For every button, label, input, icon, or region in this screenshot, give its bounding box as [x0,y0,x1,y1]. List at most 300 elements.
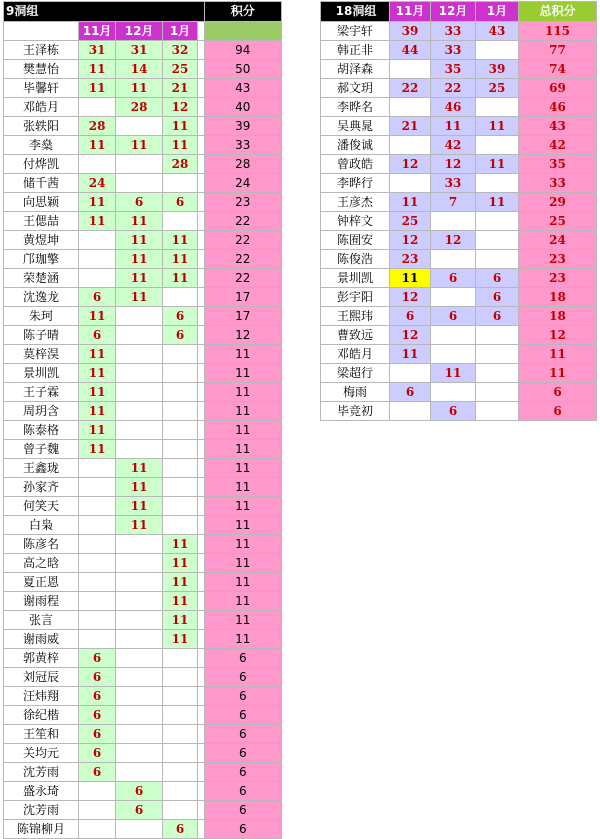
player-name: 邓皓月 [4,98,79,117]
month-score-dec [431,288,476,307]
player-name: 李燊 [4,136,79,155]
total-points: 6 [204,782,281,801]
month-score-nov [79,269,116,288]
total-points: 23 [519,250,597,269]
month-score-dec: 33 [431,41,476,60]
month-score-jan: 43 [476,22,519,41]
player-name: 谢雨威 [4,630,79,649]
month-score-jan [163,687,198,706]
month-score-nov [79,801,116,820]
total-points: 11 [204,497,281,516]
column-spacer [197,155,204,174]
month-score-jan: 11 [163,136,198,155]
player-name: 王子霖 [4,383,79,402]
month-score-dec: 31 [116,41,163,60]
column-spacer [197,725,204,744]
column-spacer [197,573,204,592]
player-name: 毕竞初 [321,402,390,421]
month-score-nov: 6 [79,687,116,706]
month-score-dec: 11 [116,497,163,516]
month-score-dec: 33 [431,174,476,193]
player-name: 陈子晴 [4,326,79,345]
player-name: 何笑天 [4,497,79,516]
table-row [4,440,282,459]
month-score-jan [163,402,198,421]
month-score-jan: 11 [476,117,519,136]
total-points: 11 [204,554,281,573]
column-spacer [197,706,204,725]
column-spacer [197,136,204,155]
month-score-jan [163,212,198,231]
player-name: 沈芳雨 [4,801,79,820]
month-score-nov [79,98,116,117]
player-name: 陈囿安 [321,231,390,250]
player-name: 周玥含 [4,402,79,421]
month-score-dec: 11 [116,288,163,307]
table-row [4,554,282,573]
total-points: 17 [204,307,281,326]
column-spacer [197,668,204,687]
month-score-dec: 6 [116,193,163,212]
month-header-nov: 11月 [390,2,431,22]
column-spacer [197,535,204,554]
month-score-dec: 33 [431,22,476,41]
column-spacer [197,744,204,763]
month-score-nov [79,592,116,611]
month-score-nov: 6 [79,668,116,687]
month-score-jan [163,782,198,801]
month-score-jan [163,440,198,459]
player-name: 关均元 [4,744,79,763]
month-score-jan [163,744,198,763]
table-row [4,269,282,288]
month-score-nov: 12 [390,231,431,250]
total-points: 11 [204,535,281,554]
header-spacer [197,22,204,41]
player-name: 荣楚涵 [4,269,79,288]
table-row [4,497,282,516]
player-name: 向思颖 [4,193,79,212]
total-points: 6 [204,820,281,839]
table-row [4,288,282,307]
points-header-fill [204,22,281,41]
month-score-dec [116,725,163,744]
month-score-jan [476,250,519,269]
month-score-dec [431,383,476,402]
player-name: 吴典晁 [321,117,390,136]
points-header: 积分 [204,2,281,22]
player-name: 白枭 [4,516,79,535]
total-points: 6 [519,383,597,402]
month-score-nov: 6 [79,706,116,725]
month-score-jan [476,212,519,231]
month-score-jan: 6 [163,820,198,839]
table-row [4,478,282,497]
column-spacer [197,611,204,630]
month-header-nov: 11月 [79,22,116,41]
month-score-jan [163,706,198,725]
table-row [321,155,597,174]
month-score-jan [476,41,519,60]
player-name: 沈芳雨 [4,763,79,782]
header-spacer [4,22,79,41]
nine-hole-table [3,1,282,839]
month-score-nov: 11 [390,345,431,364]
month-header-dec: 12月 [116,22,163,41]
month-score-nov: 11 [79,212,116,231]
player-name: 曾政皓 [321,155,390,174]
table-row [321,212,597,231]
table-row [4,117,282,136]
column-spacer [197,41,204,60]
month-score-nov [79,554,116,573]
total-points: 50 [204,60,281,79]
month-score-jan: 25 [163,60,198,79]
column-spacer [197,763,204,782]
month-score-jan: 21 [163,79,198,98]
total-points: 77 [519,41,597,60]
player-name: 付烨凯 [4,155,79,174]
table-row [4,801,282,820]
table-row [4,573,282,592]
eighteen-hole-group-title: 18洞组 [321,2,390,22]
month-score-nov: 12 [390,288,431,307]
month-score-jan: 11 [163,611,198,630]
table-row [4,345,282,364]
month-score-jan: 6 [163,307,198,326]
column-spacer [197,592,204,611]
table-row [4,535,282,554]
month-score-nov: 23 [390,250,431,269]
player-name: 彭宇阳 [321,288,390,307]
column-spacer [197,630,204,649]
total-points: 11 [204,383,281,402]
month-score-jan [163,668,198,687]
month-score-dec: 11 [116,79,163,98]
total-points: 11 [204,459,281,478]
month-score-nov: 25 [390,212,431,231]
month-score-jan: 11 [163,592,198,611]
month-score-nov [79,155,116,174]
month-score-nov [79,497,116,516]
table-row [4,630,282,649]
month-score-jan: 25 [476,79,519,98]
month-score-nov [390,136,431,155]
table-row [4,79,282,98]
table-row [321,22,597,41]
month-score-nov [79,630,116,649]
month-score-nov: 11 [79,307,116,326]
month-score-dec: 11 [116,136,163,155]
column-spacer [197,60,204,79]
player-name: 刘冠辰 [4,668,79,687]
month-score-jan [476,364,519,383]
month-score-dec [116,687,163,706]
month-score-dec [116,307,163,326]
total-points: 42 [519,136,597,155]
month-score-jan: 11 [163,231,198,250]
column-spacer [197,288,204,307]
month-score-dec [116,535,163,554]
month-score-dec: 11 [116,516,163,535]
month-score-dec [431,345,476,364]
column-spacer [197,440,204,459]
column-spacer [197,554,204,573]
month-score-dec [116,763,163,782]
column-spacer [197,212,204,231]
month-score-jan [163,516,198,535]
month-score-dec [116,174,163,193]
month-score-jan: 39 [476,60,519,79]
month-score-nov [79,516,116,535]
month-score-nov: 12 [390,326,431,345]
total-points: 6 [204,649,281,668]
month-score-jan: 6 [476,288,519,307]
month-score-nov: 6 [79,744,116,763]
total-points: 6 [204,668,281,687]
player-name: 毕馨轩 [4,79,79,98]
player-name: 张言 [4,611,79,630]
column-spacer [197,516,204,535]
month-score-dec [116,573,163,592]
total-points: 6 [204,763,281,782]
month-score-dec: 46 [431,98,476,117]
table-row [321,326,597,345]
month-score-jan: 11 [163,250,198,269]
player-name: 朱珂 [4,307,79,326]
total-points: 33 [519,174,597,193]
column-spacer [197,193,204,212]
total-points: 74 [519,60,597,79]
column-spacer [197,231,204,250]
month-score-dec: 11 [116,478,163,497]
month-score-jan: 32 [163,41,198,60]
table-row [4,98,282,117]
table-row [4,782,282,801]
month-score-jan [163,459,198,478]
player-name: 景圳凯 [4,364,79,383]
month-score-jan [476,402,519,421]
month-score-nov: 11 [79,136,116,155]
month-score-jan: 6 [476,307,519,326]
month-score-jan [476,174,519,193]
total-points: 12 [204,326,281,345]
month-score-dec [116,440,163,459]
month-score-nov: 11 [79,383,116,402]
month-score-nov [79,478,116,497]
column-spacer [197,79,204,98]
month-score-nov [79,535,116,554]
column-spacer [197,250,204,269]
month-score-dec [431,250,476,269]
month-score-nov: 22 [390,79,431,98]
column-spacer [197,820,204,839]
column-spacer [197,345,204,364]
month-score-jan [476,326,519,345]
total-points: 11 [204,516,281,535]
table-row [4,136,282,155]
table-row [4,250,282,269]
total-points: 6 [204,706,281,725]
month-score-dec: 22 [431,79,476,98]
table-row [4,516,282,535]
player-name: 储千茜 [4,174,79,193]
total-points: 22 [204,231,281,250]
month-score-dec [116,630,163,649]
table-row [4,60,282,79]
player-name: 张轶阳 [4,117,79,136]
month-score-jan: 11 [163,630,198,649]
total-points: 25 [519,212,597,231]
table-row [4,193,282,212]
table-row [321,136,597,155]
player-name: 李晔行 [321,174,390,193]
player-name: 胡泽森 [321,60,390,79]
month-score-dec [116,706,163,725]
table-row [4,421,282,440]
player-name: 汪炜翔 [4,687,79,706]
total-points: 11 [204,421,281,440]
month-score-jan [163,421,198,440]
player-name: 盛永琦 [4,782,79,801]
month-score-nov [390,60,431,79]
month-score-jan: 6 [163,326,198,345]
table-row [321,402,597,421]
total-points: 22 [204,269,281,288]
month-score-nov: 11 [79,364,116,383]
total-points: 11 [204,630,281,649]
month-score-dec: 6 [116,782,163,801]
month-score-nov: 11 [390,269,431,288]
table-row [321,269,597,288]
month-score-dec [116,820,163,839]
total-points: 11 [519,345,597,364]
month-score-jan: 6 [476,269,519,288]
column-spacer [197,174,204,193]
month-score-jan: 11 [163,573,198,592]
player-name: 梁超行 [321,364,390,383]
eighteen-hole-table [320,1,597,421]
month-score-nov [79,459,116,478]
table-row [321,193,597,212]
total-points: 24 [519,231,597,250]
player-name: 景圳凯 [321,269,390,288]
table-row [321,307,597,326]
month-score-dec [116,592,163,611]
month-score-jan [163,174,198,193]
month-score-nov [79,782,116,801]
month-score-dec: 6 [431,307,476,326]
month-score-nov: 11 [79,60,116,79]
table-row [4,744,282,763]
month-score-dec [116,383,163,402]
month-score-dec: 35 [431,60,476,79]
table-row [4,174,282,193]
total-points: 11 [519,364,597,383]
month-score-dec [116,117,163,136]
month-score-dec [116,345,163,364]
month-score-jan [163,497,198,516]
table-row [321,79,597,98]
column-spacer [197,307,204,326]
player-name: 韩正非 [321,41,390,60]
column-spacer [197,117,204,136]
total-points: 33 [204,136,281,155]
table-row [4,725,282,744]
month-score-dec [116,668,163,687]
month-score-nov [79,250,116,269]
month-score-jan [163,649,198,668]
column-spacer [197,649,204,668]
month-score-dec: 28 [116,98,163,117]
month-score-nov: 24 [79,174,116,193]
player-name: 梁宇轩 [321,22,390,41]
total-points: 11 [204,402,281,421]
table-row [321,98,597,117]
total-points: 11 [204,364,281,383]
table-row [321,231,597,250]
total-points: 24 [204,174,281,193]
month-score-dec: 12 [431,155,476,174]
month-score-nov: 6 [79,649,116,668]
player-name: 高之晗 [4,554,79,573]
player-name: 陈俊浩 [321,250,390,269]
table-row [4,155,282,174]
month-score-nov: 44 [390,41,431,60]
column-spacer [197,459,204,478]
month-score-jan [163,478,198,497]
total-points: 6 [204,801,281,820]
month-score-jan [476,98,519,117]
player-name: 孙家齐 [4,478,79,497]
total-points: 6 [204,725,281,744]
player-name: 陈锦柳月 [4,820,79,839]
total-points: 22 [204,250,281,269]
month-score-jan: 11 [476,193,519,212]
month-score-nov [390,98,431,117]
month-score-dec [116,364,163,383]
player-name: 邓皓月 [321,345,390,364]
month-score-dec: 11 [116,250,163,269]
total-points: 94 [204,41,281,60]
month-score-dec: 11 [116,231,163,250]
column-spacer [197,383,204,402]
player-name: 李晔名 [321,98,390,117]
month-score-nov: 31 [79,41,116,60]
month-score-jan [163,763,198,782]
total-points: 11 [204,440,281,459]
table-row [4,649,282,668]
month-score-nov [390,402,431,421]
month-score-nov: 11 [79,402,116,421]
column-spacer [197,364,204,383]
month-score-jan: 11 [163,554,198,573]
month-score-dec: 6 [431,402,476,421]
table-row [4,307,282,326]
total-points: 39 [204,117,281,136]
month-score-nov: 11 [79,345,116,364]
month-score-nov: 6 [79,763,116,782]
month-score-jan [163,801,198,820]
total-points: 6 [204,687,281,706]
month-score-dec: 42 [431,136,476,155]
table-row [321,117,597,136]
month-score-nov: 11 [79,421,116,440]
total-points: 11 [204,592,281,611]
month-score-jan: 28 [163,155,198,174]
month-score-nov: 11 [79,440,116,459]
month-score-dec: 14 [116,60,163,79]
